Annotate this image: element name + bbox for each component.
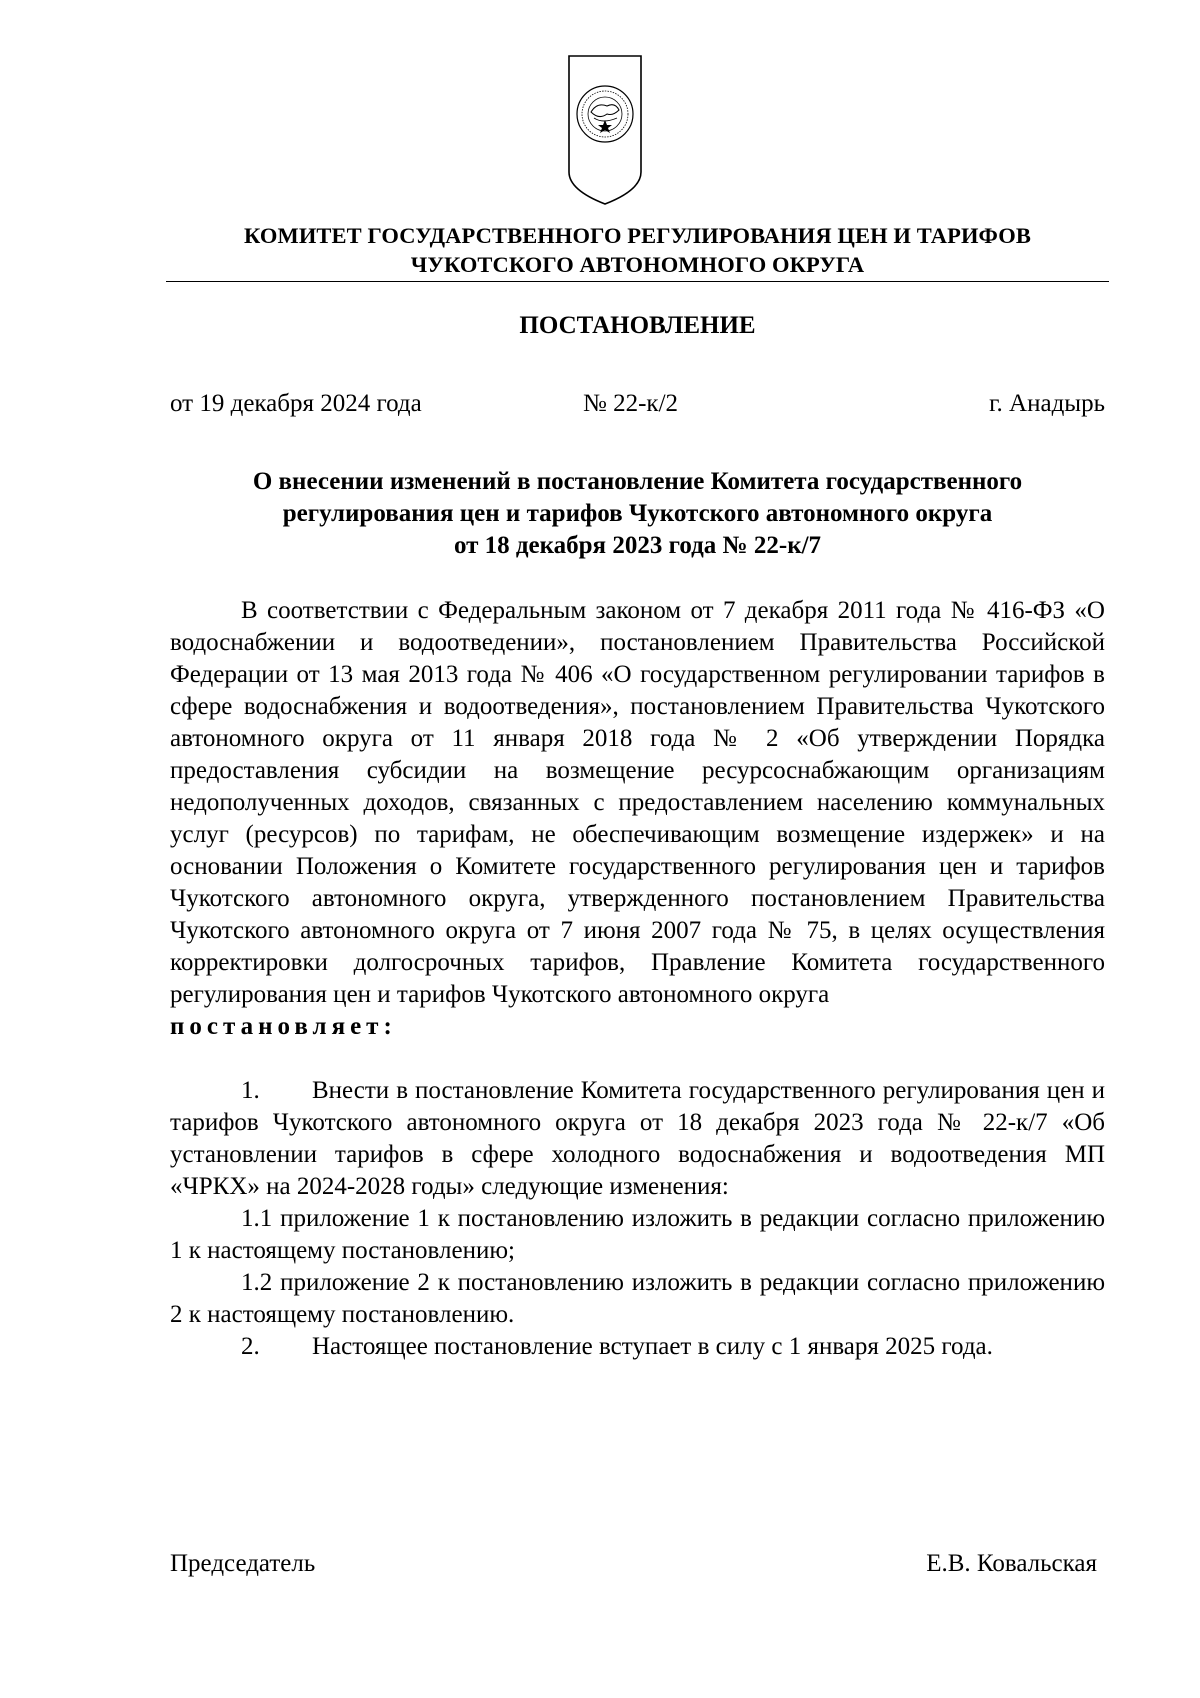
header-divider — [166, 281, 1109, 282]
coat-of-arms-icon — [567, 54, 643, 206]
subject-line-3: от 18 декабря 2023 года № 22-к/7 — [453, 532, 822, 559]
item-2-number: 2. — [241, 1333, 260, 1360]
organization-name-line-2: ЧУКОТСКОГО АВТОНОМНОГО ОКРУГА — [410, 252, 865, 277]
document-date: от 19 декабря 2024 года — [170, 390, 422, 417]
document-type: ПОСТАНОВЛЕНИЕ — [519, 312, 756, 339]
organization-name — [170, 221, 1105, 279]
document-number: № 22-к/2 — [583, 390, 679, 417]
document-city: г. Анадырь — [989, 390, 1105, 417]
organization-name-line-1: КОМИТЕТ ГОСУДАРСТВЕННОГО РЕГУЛИРОВАНИЯ ЦЕН И ТАРИФОВ — [244, 223, 1031, 248]
decree-word: постановляет: — [170, 1013, 397, 1040]
item-2 — [170, 1331, 1105, 1363]
item-1 — [170, 1075, 1105, 1203]
item-1-text: Внести в постановление Комитета государственного регулирования цен и тарифов Чукотского автономного округа от 18 декабря 2023 года № 22-к/7 «Об установлении тарифов в сфере холодного водоснабжения и водоотведения МП «ЧРКХ» на 2024-2028 годы» следующие изменения: — [170, 1077, 1105, 1200]
signatory-name: Е.В. Ковальская — [926, 1550, 1097, 1577]
item-2-text: Настоящее постановление вступает в силу с 1 января 2025 года. — [312, 1333, 993, 1360]
document-subject — [170, 466, 1105, 562]
item-1-number: 1. — [241, 1077, 260, 1104]
signatory-position: Председатель — [170, 1550, 316, 1577]
item-1-2: 1.2 приложение 2 к постановлению изложить в редакции согласно приложению 2 к настоящему постановлению. — [170, 1269, 1105, 1328]
preamble-paragraph: В соответствии с Федеральным законом от 7 декабря 2011 года № 416-ФЗ «О водоснабжении и водоотведении», постановлением Правительства Российской Федерации от 13 мая 2013 года № 406 «О государственном регулировании тарифов в сфере водоснабжения и водоотведения», постановлением Правительства Чукотского автономного округа от 11 января 2018 года № 2 «Об утверждении Порядка предоставления субсидии на возмещение ресурсоснабжающим организациям недополученных доходов, связанных с предоставлением населению коммунальных услуг (ресурсов) по тарифам, не обеспечивающим возмещение издержек» и на основании Положения о Комитете государственного регулирования цен и тарифов Чукотского автономного округа, утвержденного постановлением Правительства Чукотского автономного округа от 7 июня 2007 года № 75, в целях осуществления корректировки долгосрочных тарифов, Правление Комитета государственного регулирования цен и тарифов Чукотского автономного округа — [170, 597, 1105, 1008]
document-body — [170, 595, 1105, 1363]
subject-line-2: регулирования цен и тарифов Чукотского автономного округа — [282, 500, 993, 527]
item-1-1: 1.1 приложение 1 к постановлению изложить в редакции согласно приложению 1 к настоящему постановлению; — [170, 1205, 1105, 1264]
subject-line-1: О внесении изменений в постановление Комитета государственного — [252, 468, 1023, 495]
